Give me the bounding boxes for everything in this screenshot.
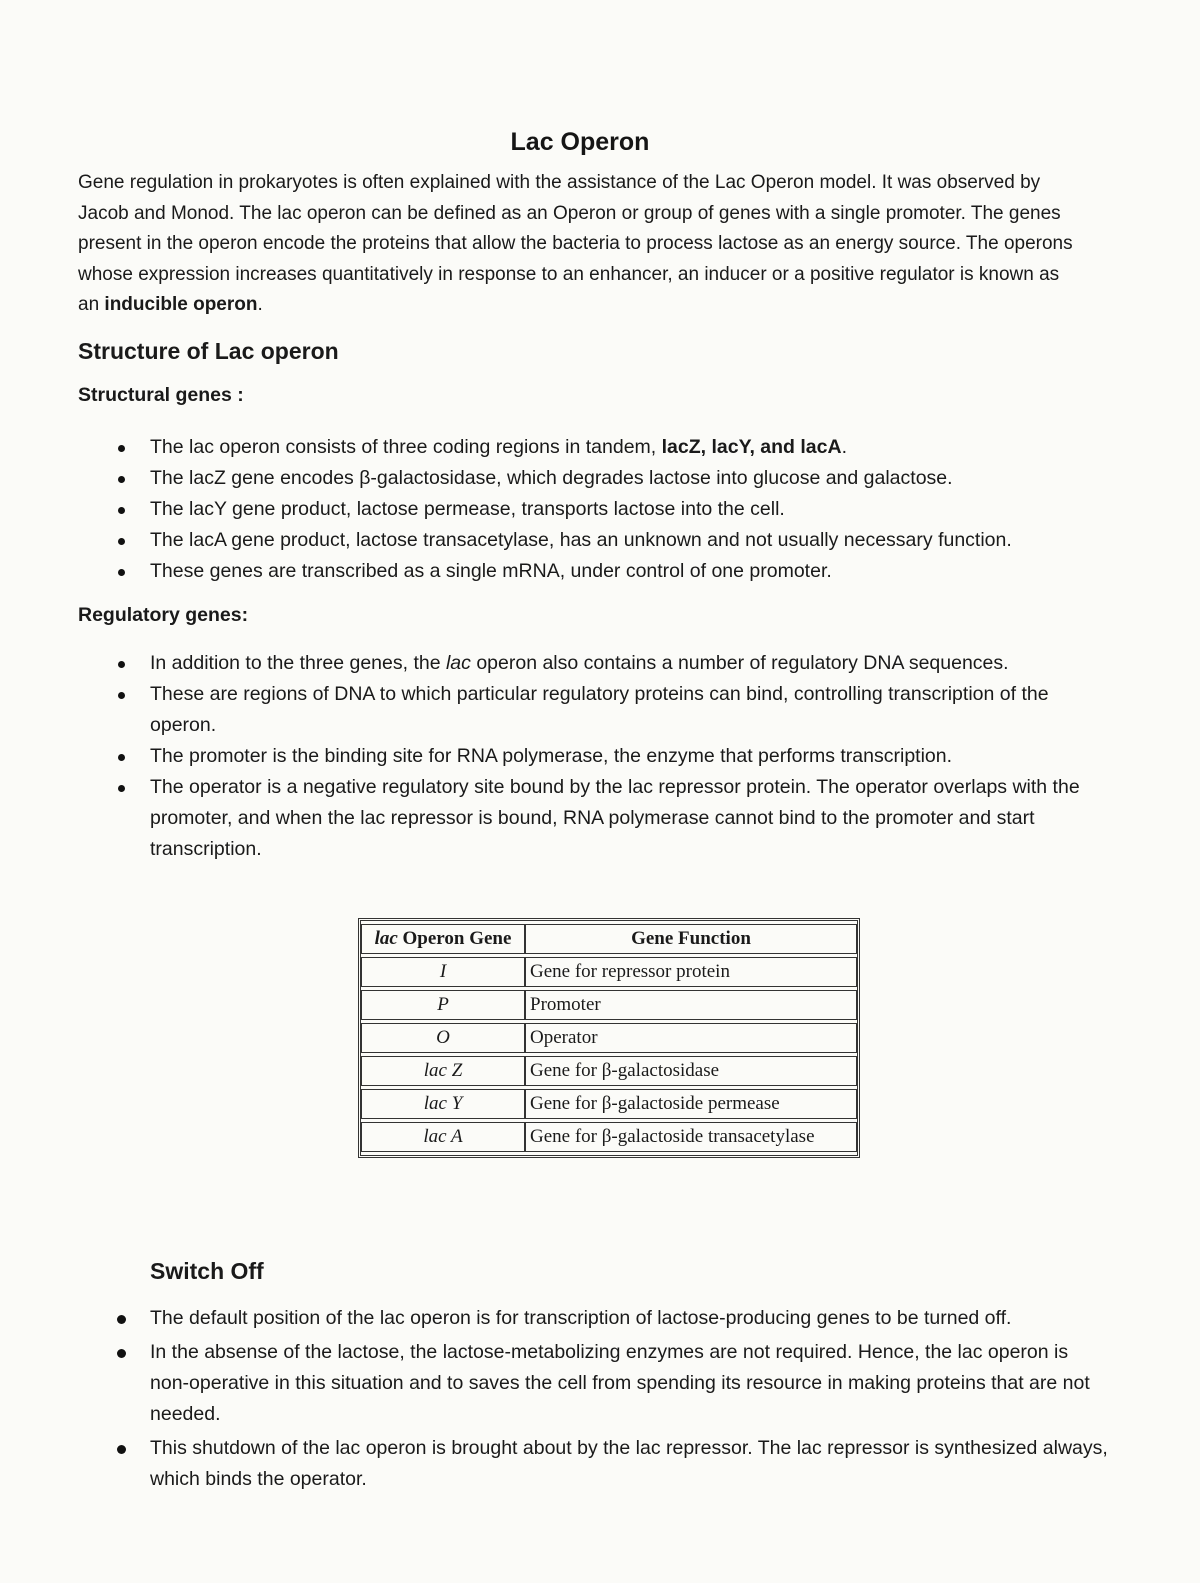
table-cell-function: Gene for β-galactoside permease (525, 1089, 857, 1119)
table-row (361, 1122, 857, 1152)
list-item (78, 1303, 1108, 1334)
list-item (78, 648, 1098, 679)
table-cell-function: Operator (525, 1023, 857, 1053)
intro-text: Gene regulation in prokaryotes is often explained with the assistance of the Lac Operon model. It was observed by Jacob and Monod. The lac operon can be defined as an Operon or group of genes with a single promoter. The genes present in the operon encode the proteins that allow the bacteria to process lactose as an energy source. The operons whose expression increases quantitatively in response to an enhancer, an inducer or a positive regulator is known as an (78, 172, 1073, 315)
table-cell-gene: I (361, 957, 525, 987)
list-item-text-end: . (841, 436, 847, 458)
page-title: Lac Operon (510, 128, 650, 156)
table-row (361, 990, 857, 1020)
intro-bold-term: inducible operon (104, 294, 258, 315)
list-item-bold: lacZ, lacY, and lacA (661, 436, 842, 458)
table-cell-function: Gene for β-galactosidase (525, 1056, 857, 1086)
list-item-text: This shutdown of the lac operon is brought about by the lac repressor. The lac repressor is synthesized always, which binds the operator. (150, 1437, 1108, 1490)
table-header-function: Gene Function (525, 924, 857, 954)
table-cell-function: Gene for repressor protein (525, 957, 857, 987)
list-item-text: The operator is a negative regulatory site bound by the lac repressor protein. The operator overlaps with the promoter, and when the lac repressor is bound, RNA polymerase cannot bind to the promoter and start transcription. (150, 776, 1080, 860)
table-header-gene (361, 924, 525, 954)
list-item (78, 556, 1098, 587)
switch-off-list (78, 1303, 1108, 1495)
table-header-row (361, 924, 857, 954)
list-item-italic: lac (445, 652, 471, 674)
table-row (361, 1089, 857, 1119)
table-cell-gene: O (361, 1023, 525, 1053)
list-item (78, 741, 1098, 772)
table-cell-gene: lac Z (361, 1056, 525, 1086)
list-item (78, 525, 1098, 556)
list-item-text: These genes are transcribed as a single mRNA, under control of one promoter. (150, 560, 832, 582)
regulatory-genes-list (78, 648, 1098, 865)
table-row (361, 1056, 857, 1086)
table-row (361, 1023, 857, 1053)
list-item (78, 1337, 1108, 1430)
list-item (78, 494, 1098, 525)
list-item-text: In addition to the three genes, the (150, 652, 446, 674)
list-item-text: In the absense of the lactose, the lactose-metabolizing enzymes are not required. Hence, the lac operon is non-operative in this situation and to saves the cell from spending its resource in making proteins that are not needed. (150, 1341, 1090, 1425)
table-cell-gene: lac A (361, 1122, 525, 1152)
intro-paragraph (78, 168, 1078, 321)
table-cell-function: Promoter (525, 990, 857, 1020)
table-cell-gene: lac Y (361, 1089, 525, 1119)
table-header-gene-rest: Operon Gene (397, 928, 512, 949)
regulatory-genes-heading: Regulatory genes: (78, 604, 249, 626)
list-item-text: The lacY gene product, lactose permease, transports lactose into the cell. (150, 498, 785, 520)
intro-text-end: . (257, 294, 263, 315)
structural-genes-heading: Structural genes : (78, 384, 244, 406)
list-item-text: The lacZ gene encodes β-galactosidase, which degrades lactose into glucose and galactose. (150, 467, 953, 489)
list-item-text: The default position of the lac operon is for transcription of lactose-producing genes to be turned off. (150, 1307, 1012, 1329)
list-item (78, 1433, 1108, 1495)
structure-heading: Structure of Lac operon (78, 338, 339, 364)
list-item (78, 463, 1098, 494)
list-item-text: The lac operon consists of three coding regions in tandem, (150, 436, 662, 458)
table-header-gene-italic: lac (374, 928, 398, 949)
table-cell-gene: P (361, 990, 525, 1020)
structural-genes-list (78, 432, 1098, 587)
table-row (361, 957, 857, 987)
list-item (78, 772, 1098, 865)
list-item-text: The lacA gene product, lactose transacetylase, has an unknown and not usually necessary function. (150, 529, 1012, 551)
switch-off-heading: Switch Off (150, 1258, 264, 1284)
list-item-text: The promoter is the binding site for RNA polymerase, the enzyme that performs transcription. (150, 745, 953, 767)
list-item (78, 432, 1098, 463)
table-cell-function: Gene for β-galactoside transacetylase (525, 1122, 857, 1152)
gene-function-table (358, 918, 860, 1158)
list-item (78, 679, 1098, 741)
list-item-text: These are regions of DNA to which particular regulatory proteins can bind, controlling transcription of the operon. (150, 683, 1049, 736)
list-item-text-end: operon also contains a number of regulatory DNA sequences. (470, 652, 1009, 674)
